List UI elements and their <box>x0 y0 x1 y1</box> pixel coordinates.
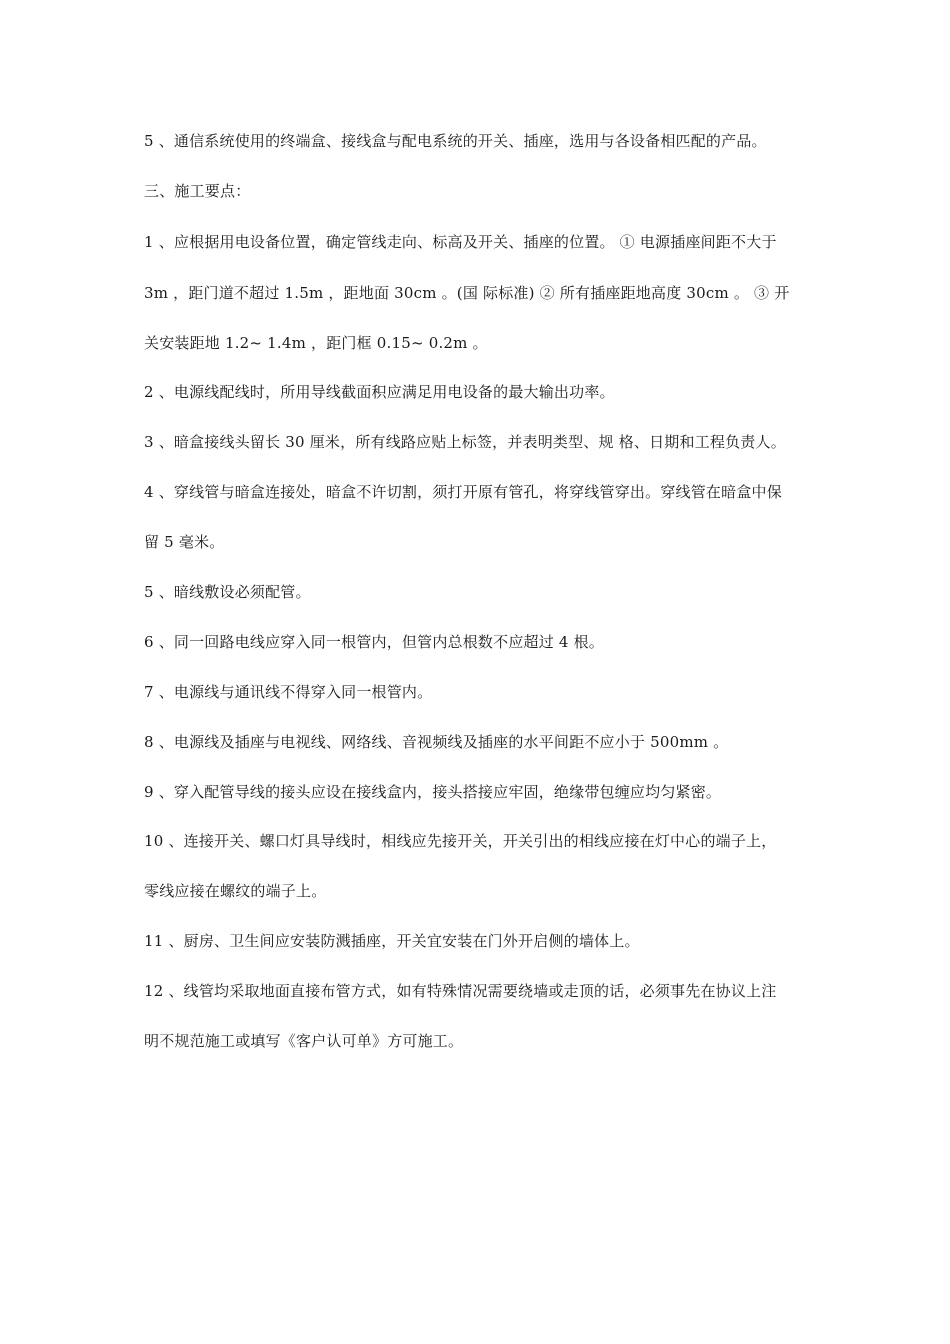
text-line-item12-a: 12 、线管均采取地面直接布管方式，如有特殊情况需要绕墙或走顶的话，必须事先在协议上注 <box>144 982 777 1000</box>
text-line-item4-a: 4 、穿线管与暗盒连接处，暗盒不许切割，须打开原有管孔，将穿线管穿出。穿线管在暗盒中保 <box>144 483 782 501</box>
text-line-item4-b: 留 5 毫米。 <box>144 533 225 551</box>
text-line-item12-b: 明不规范施工或填写《客户认可单》方可施工。 <box>144 1032 464 1050</box>
text-line-item10-a: 10 、连接开关、螺口灯具导线时，相线应先接开关，开关引出的相线应接在灯中心的端子上， <box>144 832 777 850</box>
text-line-item1-b: 3m ，距门道不超过 1.5m ，距地面 30cm 。(国 际标准) ② 所有插座距地高度 30cm 。 ③ 开 <box>144 284 790 302</box>
text-line-item7: 7 、电源线与通讯线不得穿入同一根管内。 <box>144 683 433 701</box>
text-line-item6: 6 、同一回路电线应穿入同一根管内，但管内总根数不应超过 4 根。 <box>144 633 604 651</box>
text-line-item5: 5 、暗线敷设必须配管。 <box>144 583 311 601</box>
text-line-item9: 9 、穿入配管导线的接头应设在接线盒内，接头搭接应牢固，绝缘带包缠应均匀紧密。 <box>144 783 722 801</box>
text-line-item10-b: 零线应接在螺纹的端子上。 <box>144 882 327 900</box>
text-line-item1-c: 关安装距地 1.2~ 1.4m ，距门框 0.15~ 0.2m 。 <box>144 334 488 352</box>
text-line-item2: 2 、电源线配线时，所用导线截面积应满足用电设备的最大输出功率。 <box>144 383 615 401</box>
text-line-item1-a: 1 、应根据用电设备位置，确定管线走向、标高及开关、插座的位置。 ① 电源插座间距不大于 <box>144 233 777 251</box>
text-line-item8: 8 、电源线及插座与电视线、网络线、音视频线及插座的水平间距不应小于 500mm 。 <box>144 733 729 751</box>
text-line-item5-communication: 5 、通信系统使用的终端盒、接线盒与配电系统的开关、插座，选用与各设备相匹配的产品。 <box>144 132 767 150</box>
text-line-item11: 11 、厨房、卫生间应安装防溅插座，开关宜安装在门外开启侧的墙体上。 <box>144 932 640 950</box>
text-line-item3: 3 、暗盒接线头留长 30 厘米，所有线路应贴上标签，并表明类型、规 格、日期和工程负责人。 <box>144 433 786 451</box>
section-heading-construction-points: 三、施工要点： <box>144 182 251 200</box>
